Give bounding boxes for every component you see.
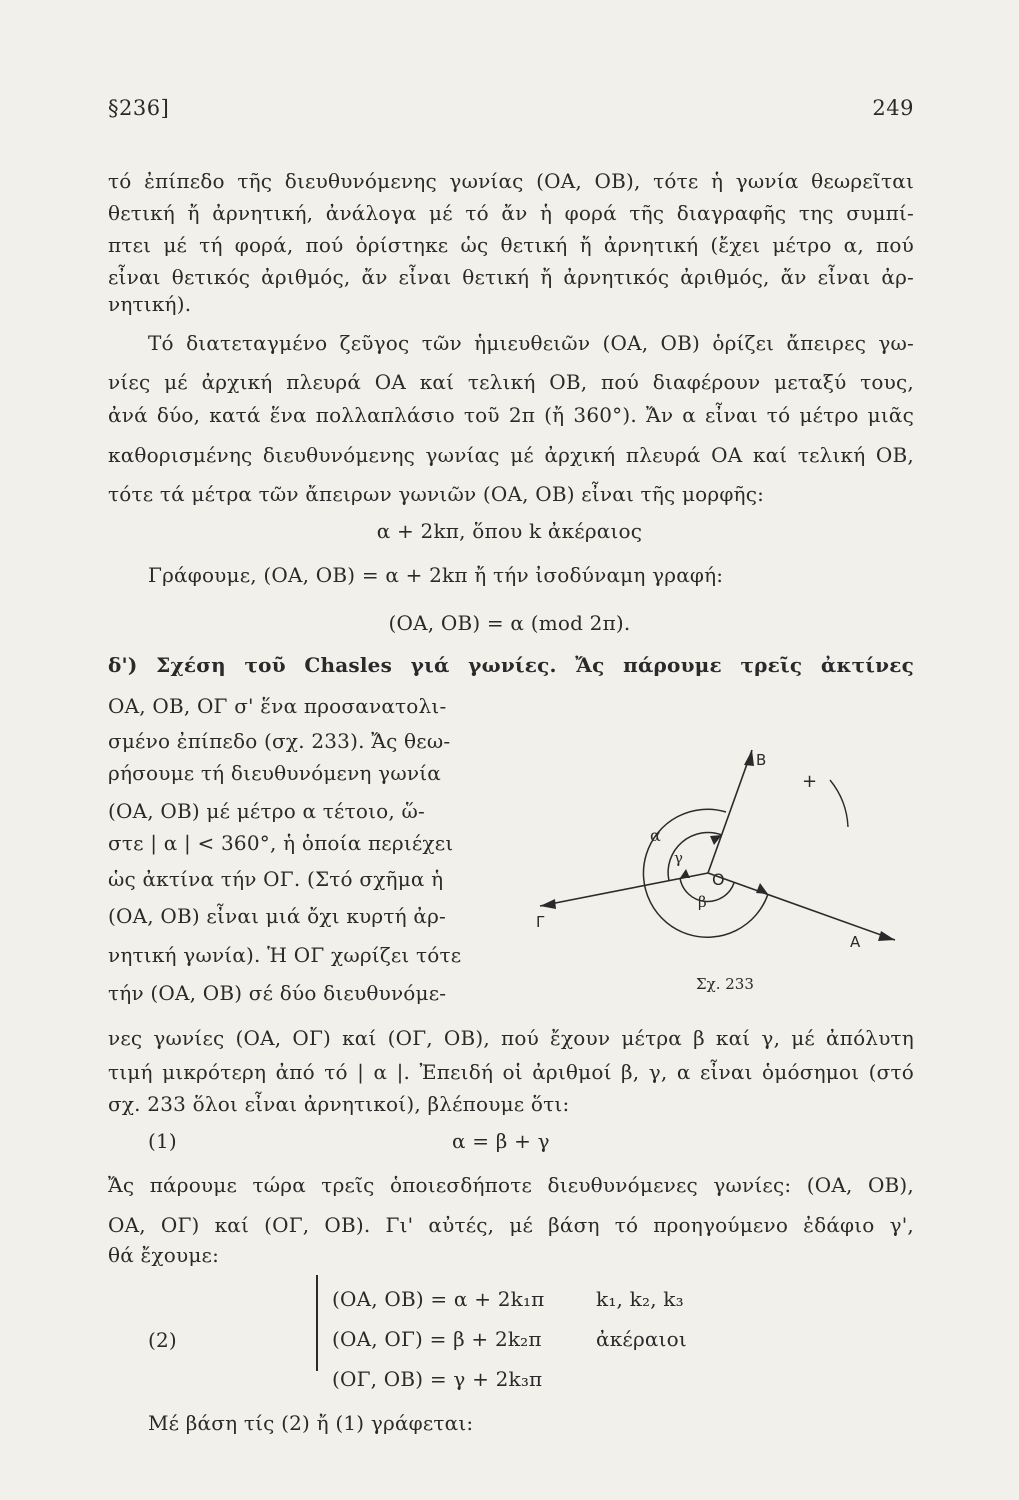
text-line: Γράφουμε, (OA, OB) = α + 2kπ ἤ τήν ἰσοδύναμη γραφή: (148, 563, 724, 587)
figure-label-plus: + (802, 771, 818, 792)
text-line: καθορισμένης διευθυνόμενης γωνίας μέ ἀρχική πλευρά OA καί τελική OB, (108, 443, 914, 467)
text-line: στε | α | < 360°, ἡ ὁποία περιέχει (108, 831, 454, 855)
text-line: Τό διατεταγμένο ζεῦγος τῶν ἡμιευθειῶν (OA, OB) ὁρίζει ἄπειρες γω- (148, 331, 914, 355)
text-line: ρήσουμε τή διευθυνόμενη γωνία (108, 761, 441, 785)
text-line: σχ. 233 ὅλοι εἶναι ἀρνητικοί), βλέπουμε ὅτι: (108, 1092, 570, 1116)
text-line: νητική γωνία). Ἡ OΓ χωρίζει τότε (108, 943, 462, 967)
arc-beta-arrow (680, 869, 690, 878)
arc-alpha-arrow (756, 883, 768, 894)
text-line: (OA, OB) μέ μέτρο α τέτοιο, ὥ- (108, 799, 425, 823)
text-line: OA, OΓ) καί (OΓ, OB). Γι' αὐτές, μέ βάση τό προηγούμενο ἐδάφιο γ', (108, 1213, 914, 1237)
ray-ob (708, 750, 752, 873)
figure-label-a: A (850, 933, 861, 951)
formula-line: (OA, OB) = α (mod 2π). (388, 611, 631, 635)
equation-2-side-note: ἀκέραιοι (596, 1327, 687, 1351)
text-line: νίες μέ ἀρχική πλευρά OA καί τελική OB, πού διαφέρουν μεταξύ τους, (108, 370, 914, 394)
text-line: τιμή μικρότερη ἀπό τό | α |. Ἐπειδή οἱ ἀριθμοί β, γ, α εἶναι ὁμόσημοι (στό (108, 1060, 914, 1084)
figure-label-b: B (756, 751, 767, 769)
text-line: τήν (OA, OB) σέ δύο διευθυνόμε- (108, 981, 447, 1005)
page-number: 249 (872, 96, 914, 120)
equation-brace (316, 1275, 318, 1371)
equation-1-label: (1) (148, 1129, 177, 1153)
formula-line: α + 2kπ, ὅπου k ἀκέραιος (376, 519, 643, 543)
equation-2-label: (2) (148, 1328, 177, 1352)
equation-1-formula: α = β + γ (452, 1129, 550, 1153)
arc-beta (680, 878, 734, 902)
subsection-title-line: δ') Σχέση τοῦ Chasles γιά γωνίες. Ἄς πάρουμε τρεῖς ἀκτίνες (108, 653, 914, 677)
text-line: νες γωνίες (OA, OΓ) καί (OΓ, OB), πού ἔχουν μέτρα β καί γ, μέ ἀπόλυτη (108, 1026, 914, 1050)
ray-og-arrow (540, 899, 556, 909)
text-line: ὡς ἀκτίνα τήν OΓ. (Στό σχῆμα ἡ (108, 867, 444, 891)
ray-ob-arrow (744, 750, 754, 766)
ray-oa-arrow (878, 931, 895, 941)
section-header: §236] (108, 96, 170, 120)
text-line: OA, OB, OΓ σ' ἕνα προσανατολι- (108, 694, 447, 718)
text-line: πτει μέ τή φορά, πού ὁρίστηκε ὡς θετική ἤ ἀρνητική (ἔχει μέτρο α, πού (108, 233, 914, 257)
text-line: σμένο ἐπίπεδο (σχ. 233). Ἄς θεω- (108, 729, 451, 753)
figure-label-gamma-ray: Γ (536, 913, 545, 931)
text-line: τό ἐπίπεδο τῆς διευθυνόμενης γωνίας (OA, OB), τότε ἡ γωνία θεωρεῖται (108, 169, 914, 193)
text-line: εἶναι θετικός ἀριθμός, ἄν εἶναι θετική ἤ ἀρνητικός ἀριθμός, ἄν εἶναι ἀρ- (108, 265, 914, 289)
figure-label-beta: β (698, 893, 707, 911)
text-line: θά ἔχουμε: (108, 1243, 220, 1267)
text-line: (OA, OB) εἶναι μιά ὄχι κυρτή ἀρ- (108, 904, 446, 928)
equation-2-row: (OA, OΓ) = β + 2k₂π (332, 1327, 542, 1351)
orientation-arc (830, 780, 848, 827)
figure-233 (500, 735, 910, 1000)
text-line: νητική). (108, 292, 192, 316)
equation-2-row: (OA, OB) = α + 2k₁π (332, 1287, 545, 1311)
text-line: Μέ βάση τίς (2) ἤ (1) γράφεται: (148, 1411, 474, 1435)
figure-label-gamma: γ (674, 849, 683, 867)
angle-diagram (500, 735, 910, 1000)
equation-2-row: (OΓ, OB) = γ + 2k₃π (332, 1367, 543, 1391)
figure-label-o: O (712, 870, 725, 889)
figure-caption: Σχ. 233 (696, 975, 754, 993)
equation-2-side-note: k₁, k₂, k₃ (596, 1287, 684, 1311)
figure-label-alpha: α (650, 826, 661, 845)
text-line: θετική ἤ ἀρνητική, ἀνάλογα μέ τό ἄν ἡ φορά τῆς διαγραφῆς της συμπί- (108, 201, 914, 225)
text-line: τότε τά μέτρα τῶν ἄπειρων γωνιῶν (OA, OB) εἶναι τῆς μορφῆς: (108, 482, 765, 506)
text-line: ἀνά δύο, κατά ἕνα πολλαπλάσιο τοῦ 2π (ἤ 360°). Ἄν α εἶναι τό μέτρο μιᾶς (108, 403, 914, 427)
text-line: Ἄς πάρουμε τώρα τρεῖς ὁποιεσδήποτε διευθυνόμενες γωνίες: (OA, OB), (108, 1173, 914, 1197)
